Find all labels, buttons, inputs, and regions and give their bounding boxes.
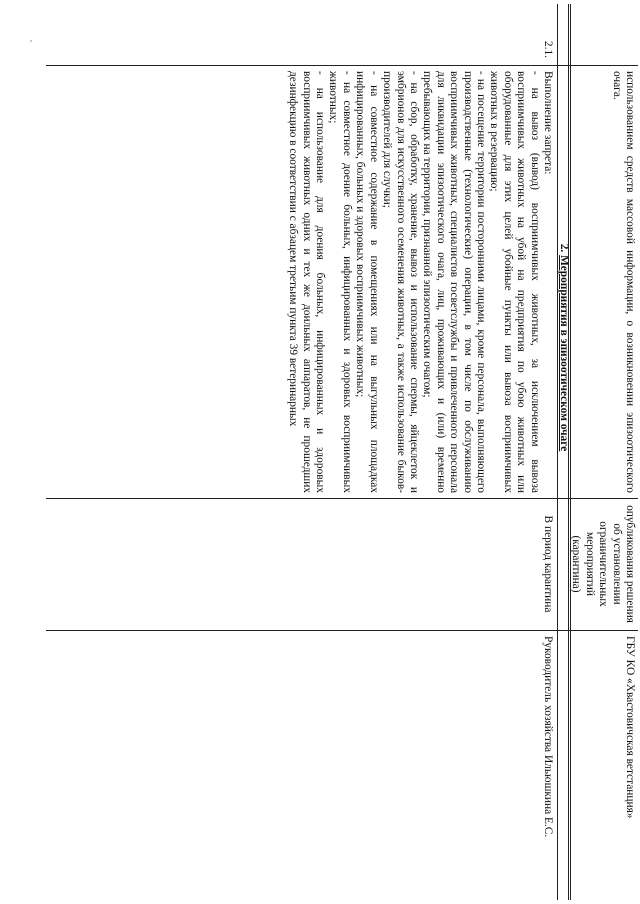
col-divider-description <box>46 498 638 499</box>
item-description <box>286 67 554 497</box>
item-number: 2.1. <box>542 40 554 58</box>
row-divider-top <box>570 4 571 900</box>
col-divider-deadline <box>46 630 638 631</box>
item-deadline: В период карантина <box>542 515 554 613</box>
scan-speck <box>30 40 32 42</box>
rotated-table <box>46 4 638 900</box>
section-title: Мероприятия в эпизоотическом очаге <box>558 255 570 452</box>
item-intro: Выполнение запрета: <box>542 71 554 175</box>
section-heading <box>557 65 570 630</box>
section-number: 2. <box>558 243 570 253</box>
row-top-responsible: ГБУ КО «Хвастовичская ветстанция» <box>624 636 636 819</box>
document-sheet <box>46 4 638 900</box>
item-line-6: - на использование для доения больных, инфицированных и здоровых восприимчивых животных одних и тех же доильных аппаратов, не прошедших дезинфекцию в соответствии с абзацем третьим пункта 39 ветеринарных <box>287 71 327 496</box>
col-divider-number <box>46 65 638 66</box>
item-line-1: - на вывоз (вывод) восприимчивых животных, за исключением вывоза восприимчивых животных на убой на предприятия по убою животных или оборудованные для этих целей убойные пункты или вывоза восприимчивых животных в резервацию; <box>488 71 541 496</box>
item-line-2: - на посещение территории посторонними лицами, кроме персонала, выполняющего производственные (технологические) операции, в том числе по обслуживанию восприимчивых животных, специалистов госветслужбы и привлеченного персонала для ликвидации эпизоотического очага, лиц, проживающих и (или) временно пребывающих на территории, признанной эпизоотическим очагом; <box>421 71 487 496</box>
item-line-4: - на совместное содержание в помещениях или на выгульных площадках инфицированных, больных и здоровых восприимчивых животных; <box>354 71 380 496</box>
item-responsible: Руководитель хозяйства Ильюшкина Е.С. <box>542 636 554 838</box>
row-top-description: использованием средств массовой информации, о возникновении эпизоотического очага. <box>610 71 636 493</box>
item-line-3: - на сбор, обработку, хранение, вывоз и использование спермы, яйцеклеток и эмбрионов для искусственного осеменения животных, а также использование быков-производителей для случки; <box>381 71 420 496</box>
row-top-deadline: опубликования решения об установлении ограничительных мероприятий (карантина) <box>570 505 636 623</box>
measures-table <box>46 4 638 900</box>
item-line-5: - на совместное доение больных, инфицированных и здоровых восприимчивых животных; <box>327 71 353 496</box>
